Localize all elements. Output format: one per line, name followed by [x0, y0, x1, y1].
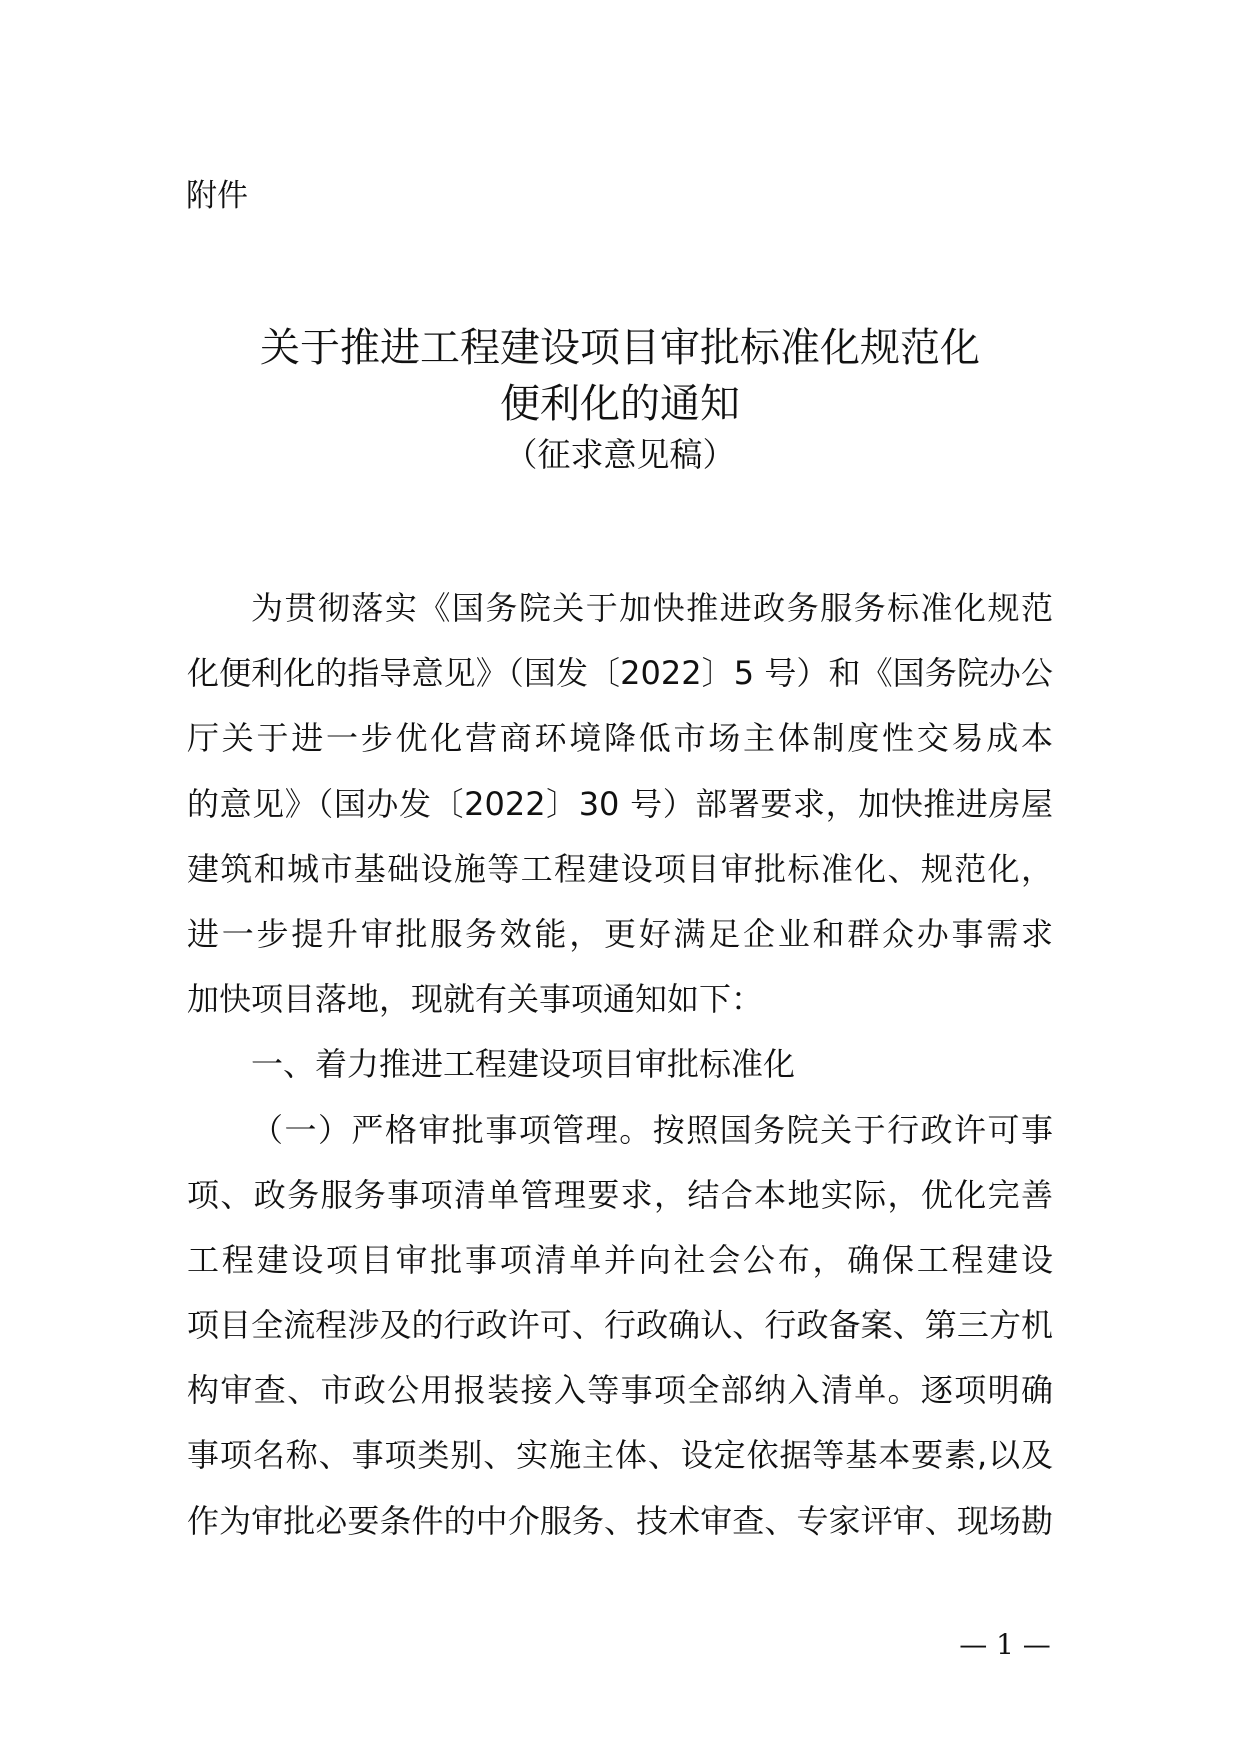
body-line: 事项名称、事项类别、实施主体、设定依据等基本要素,以及 [187, 1436, 1053, 1475]
document-title-line-2: 便利化的通知 [500, 381, 740, 427]
document-title-line-1: 关于推进工程建设项目审批标准化规范化 [260, 325, 980, 371]
attachment-label: 附件 [186, 178, 248, 214]
body-line: 为贯彻落实《国务院关于加快推进政务服务标准化规范 [251, 589, 1053, 627]
body-line: 的意见》（国办发〔2022〕30 号）部署要求，加快推进房屋 [187, 784, 1053, 823]
body-line: 建筑和城市基础设施等工程建设项目审批标准化、规范化， [187, 849, 1053, 888]
body-line: 厅关于进一步优化营商环境降低市场主体制度性交易成本 [187, 719, 1053, 758]
body-line: 工程建设项目审批事项清单并向社会公布，确保工程建设 [187, 1240, 1053, 1279]
section-heading: 一、着力推进工程建设项目审批标准化 [251, 1045, 796, 1084]
subsection-heading-line: （一）严格审批事项管理。按照国务院关于行政许可事 [251, 1110, 1053, 1149]
body-line: 构审查、市政公用报装接入等事项全部纳入清单。逐项明确 [187, 1371, 1053, 1410]
document-subtitle: （征求意见稿） [504, 435, 736, 474]
body-line: 作为审批必要条件的中介服务、技术审查、专家评审、现场勘 [187, 1501, 1053, 1540]
document-body [187, 584, 1053, 1562]
body-line: 加快项目落地，现就有关事项通知如下： [187, 980, 764, 1019]
page-number: — 1 — [959, 1628, 1051, 1661]
body-line: 化便利化的指导意见》（国发〔2022〕5 号）和《国务院办公 [187, 654, 1053, 693]
body-line: 项、政务服务事项清单管理要求，结合本地实际，优化完善 [187, 1175, 1053, 1214]
body-line: 项目全流程涉及的行政许可、行政确认、行政备案、第三方机 [187, 1306, 1053, 1345]
body-line: 进一步提升审批服务效能，更好满足企业和群众办事需求 [187, 914, 1053, 953]
